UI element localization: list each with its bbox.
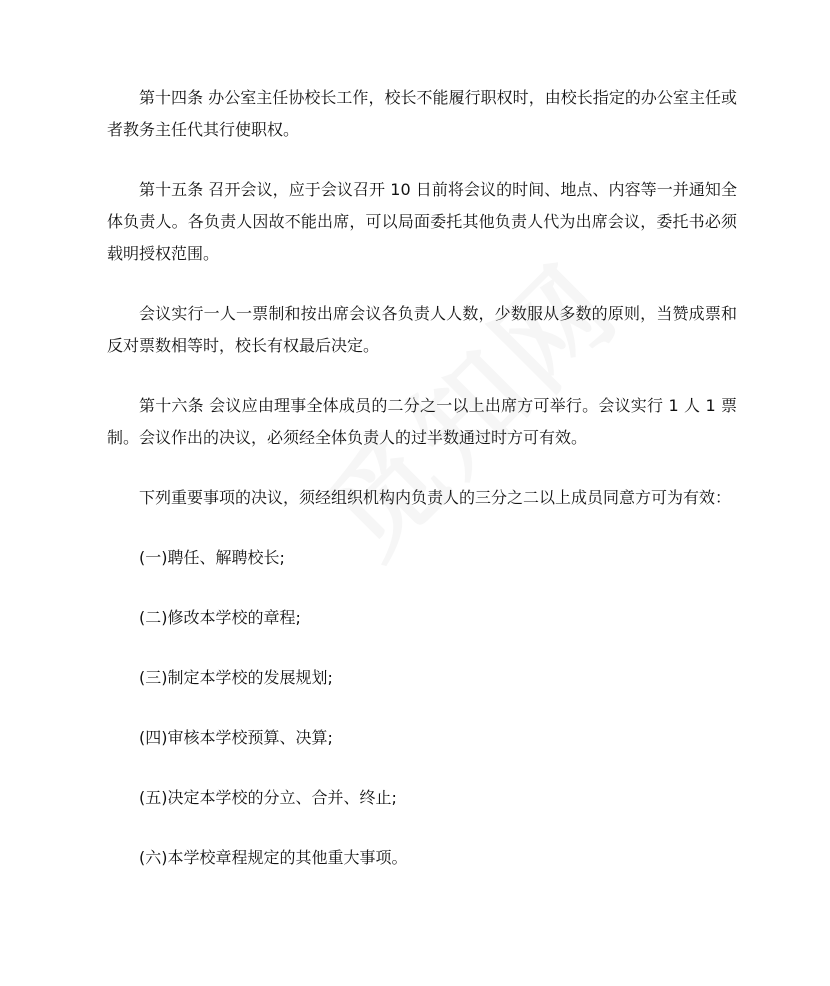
- list-item: (一)聘任、解聘校长;: [139, 548, 285, 567]
- article-15: 第十五条 召开会议，应于会议召开 10 日前将会议的时间、地点、内容等一并通知全体负责人。各负责人因故不能出席，可以局面委托其他负责人代为出席会议，委托书必须载明授权范围。: [107, 180, 737, 263]
- major-matters-intro: 下列重要事项的决议，须经组织机构内负责人的三分之二以上成员同意方可为有效：: [139, 488, 732, 507]
- list-item: (四)审核本学校预算、决算;: [139, 728, 333, 747]
- list-item: (五)决定本学校的分立、合并、终止;: [139, 788, 397, 807]
- document-body: [107, 82, 737, 902]
- article-16: 第十六条 会议应由理事全体成员的二分之一以上出席方可举行。会议实行 1 人 1 票制。会议作出的决议，必须经全体负责人的过半数通过时方可有效。: [107, 396, 737, 447]
- list-item: (六)本学校章程规定的其他重大事项。: [139, 848, 408, 867]
- list-item: (二)修改本学校的章程;: [139, 608, 301, 627]
- list-item: (三)制定本学校的发展规划;: [139, 668, 333, 687]
- voting-rule: 会议实行一人一票制和按出席会议各负责人人数，少数服从多数的原则，当赞成票和反对票数相等时，校长有权最后决定。: [107, 304, 737, 355]
- article-14: 第十四条 办公室主任协校长工作，校长不能履行职权时，由校长指定的办公室主任或者教务主任代其行使职权。: [107, 88, 737, 139]
